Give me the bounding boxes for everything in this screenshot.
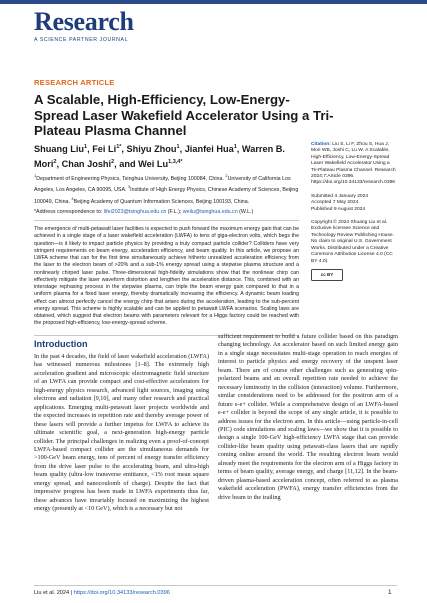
section-heading-introduction: Introduction (34, 339, 88, 349)
author[interactable]: Warren B. Mori$^2$ (34, 144, 285, 169)
author[interactable]: Shiyu Zhou$^1$ (126, 144, 180, 155)
page-number: 1 (388, 589, 392, 596)
article-type: RESEARCH ARTICLE (34, 78, 115, 87)
intro-column-left: In the past 4 decades, the field of laser wakefield acceleration (LWFA) has witnessed numerous milestones [1–8]. The extremely high acceleration gradient and microscopic electromagnetic field structure of an LWFA can provide compact and cost-effective accelerators for high-energy physics research, advanced light sources, imaging using electrons and radiation [9,10], and many other research and practical applications. Emerging multi-petawatt laser projects worldwide and the expected increases in repetition rate and thereby average power of these lasers will provide a further impetus for LWFA to achieve its ultimate scientific goal, a next-generation high-energy particle collider. The principal challenges in realizing even a proof-of-concept LWFA-based compact collider are the simultaneous demands for >100-GeV beam energy, tens of percent of energy transfer efficiency from the drive laser pulse to the accelerating beam, and ultra-high beam quality (ultra-low transverse emittance, <1% root mean square energy spread, and nanocoulomb of charge). Despite the fact that impressive progress has been made in LWFA experiments thus far, these advances have invariably focused on maximizing the highest energy (presently at <10 GeV), which is a necessary but not (34, 353, 209, 513)
journal-subtitle: A SCIENCE PARTNER JOURNAL (34, 37, 129, 43)
author[interactable]: Fei $Li^{1*}$ (92, 144, 122, 155)
author[interactable]: Shuang Liu$^1$ (34, 144, 88, 155)
paper-title: A Scalable, High-Efficiency, Low-Energy-Spread Laser Wakefield Accelerator Using a Tri-Plateau Plasma Channel (34, 92, 334, 139)
author[interactable]: Wei $Lu^{1,3,4*}$ (138, 158, 183, 169)
citation-label: Citation: (311, 142, 331, 147)
affiliations: $^1$Department of Engineering Physics, Tsinghua University, Beijing 100084, China. $^2$University of California Los Angeles, Los Angeles, CA 90095, USA. $^3$Institute of High Energy Physics, Chinese Academy of Sciences, Beijing 100049, China. $^4$Beijing Academy of Quantum Information Sciences, Beijing 100193, China. (34, 173, 299, 205)
article-info-sidebar (311, 142, 397, 285)
email-link[interactable]: lifei2023@tsinghua.edu.cn (103, 209, 167, 215)
divider (34, 220, 299, 221)
journal-logo (34, 9, 134, 43)
footer-citation: Liu et al. 2024 | https://doi.org/10.34133/research.0396 (34, 590, 170, 596)
author[interactable]: Jianfei Hua$^1$ (184, 144, 237, 155)
abstract: The emergence of multi-petawatt laser facilities is expected to push forward the maximum energy gain that can be achieved in a single stage of a laser wakefield acceleration (LWFA) to tens of giga-electron volts, which begs the question—is it likely to impact particle physics by providing a truly compact particle collider? Colliders have very stringent requirements on beam energy, acceleration efficiency, and beam quality. In this article, we propose an LWFA scheme that can for the first time simultaneously achieve hitherto unrealized acceleration efficiency from the laser to the electron beam of >20% and a sub-1% energy spread using a stepwise plasma structure and a nonlinearly chirped laser pulse. Three-dimensional high-fidelity simulations show that the nonlinear chirp can effectively mitigate the laser waveform distortion and lengthen the acceleration distance. This, combined with an interstage rephasing process in the stepwise plasma, can triple the beam energy gain compared to that in a uniform plasma for a fixed laser energy, thereby dramatically increasing the efficiency. A dynamic beam loading effect can almost perfectly cancel the energy chirp that arises during the acceleration, leading to the sub-percent energy spread. This scheme is highly scalable and can be applied to petawatt LWFA scenarios. Scaling laws are obtained, which suggest that electron beams with parameters relevant for a Higgs factory could be reached with the proposed high-efficiency, low-energy-spread scheme. (34, 226, 299, 327)
citation-block: Citation: Liu S, Li F, Zhou S, Hua J, Mori WB, Joshi C, Lu W. A Scalable, High-Efficiency, Low-Energy-Spread Laser Wakefield Accelerator Using a Tri-Plateau Plasma Channel. Research 2024;7:Article 0396. https://doi.org/10.34133/research.0396 (311, 142, 396, 186)
top-accent-bar (0, 0, 427, 4)
footer-divider (34, 585, 397, 586)
doi-link[interactable]: https://doi.org/10.34133/research.0396 (73, 590, 170, 596)
correspondence: *Address correspondence to: lifei2023@tsinghua.edu.cn (F.L.); weilu@tsinghua.edu.cn (W.L.) (34, 209, 254, 215)
copyright-block: Copyright © 2024 Shuang Liu et al. Exclusive licensee Science and Technology Review Publishing House. No claim to original U.S. Government Works. Distributed under a Creative Commons Attribution License 4.0 (CC BY 4.0). (311, 220, 394, 264)
dates-block: Submitted 4 January 2024 Accepted 7 May 2024 Published 9 August 2024 (311, 193, 369, 212)
cc-by-license-icon[interactable]: cc BY (311, 269, 343, 281)
email-link[interactable]: weilu@tsinghua.edu.cn (182, 209, 238, 215)
author[interactable]: Chan Joshi$^2$ (61, 158, 115, 169)
author-list: Shuang Liu$^1$, Fei $Li^{1*}$, Shiyu Zhou$^1$, Jianfei Hua$^1$, Warren B. Mori$^2$, Chan Joshi$^2$, and Wei $Lu^{1,3,4*}$ (34, 144, 285, 169)
journal-name: Research (34, 7, 134, 36)
intro-column-right: sufficient requirement to build a future collider based on this paradigm changing technology. An accelerator based on such limited energy gain in a single stage necessitates multi-stage operation to reach energies of interest to particle physics and energy recovery of the unspent laser beam. There are of course other challenges such as generating spin-polarized beams and an overall repetition rate needed to achieve the necessary luminosity in the collision (interaction) volume. Furthermore, similar considerations need to be addressed for the positron arm of a future e-e+ collider. While a comprehensive design of an LWFA-based e-e+ collider is beyond the scope of any single article, it is possible to address issues for the electron arm. In this article—using particle-in-cell (PIC) code simulations and scaling laws—we show that it is possible to design a single 100-GeV high-efficiency LWFA stage that can provide collider-like beam quality using petawatt-class lasers that are rapidly coming online around the world. The resulting electron beam would already meet the requirements for the electron arm of a Higgs factory in terms of beam quality, average energy, and charge [11,12]. In the beam-driven plasma-based acceleration concept, often referred to as plasma wakefield acceleration (PWFA), energy transfer efficiencies from the drive beam to the trailing (218, 333, 398, 501)
